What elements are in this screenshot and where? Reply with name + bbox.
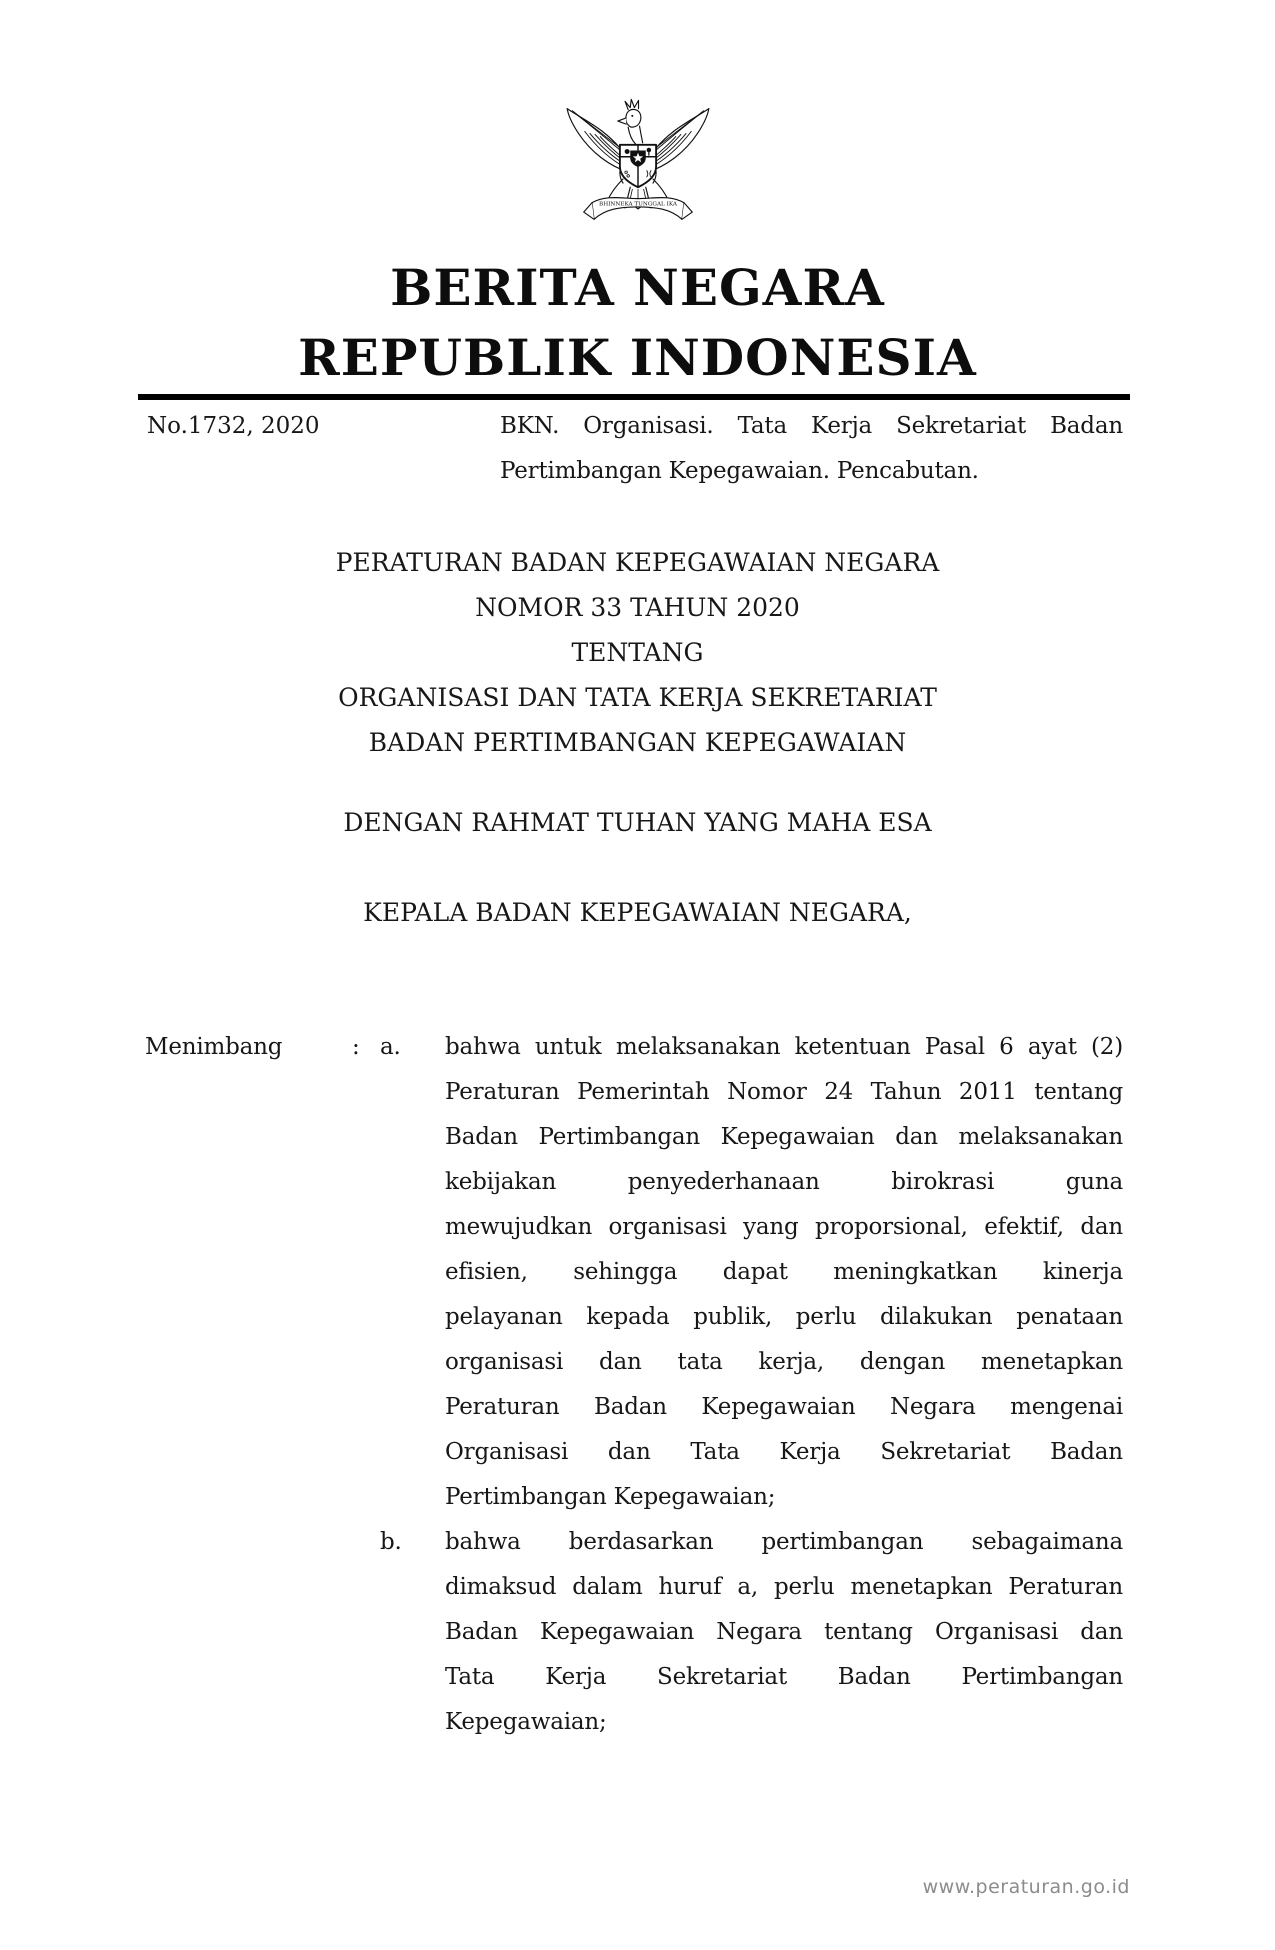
masthead-rule (138, 394, 1130, 400)
text-line: Organisasi dan Tata Kerja Sekretariat Badan (445, 1439, 1123, 1465)
emblem-motto: BHINNEKA TUNGGAL IKA (598, 201, 677, 208)
regulation-subject-line-1: ORGANISASI DAN TATA KERJA SEKRETARIAT (338, 683, 937, 712)
gazette-subject (500, 404, 1123, 494)
enacting-official-line: KEPALA BADAN KEPEGAWAIAN NEGARA, (363, 898, 912, 927)
regulation-number-line: NOMOR 33 TAHUN 2020 (475, 593, 800, 622)
text-line: BKN. Organisasi. Tata Kerja Sekretariat Badan (500, 413, 1123, 439)
tentang-label: TENTANG (571, 638, 704, 667)
considering-items (380, 1025, 1123, 1745)
masthead-line-1: BERITA NEGARA (390, 258, 885, 317)
considering-item-b (380, 1520, 1123, 1745)
garuda-pancasila-emblem (563, 98, 713, 262)
item-marker: a. (380, 1034, 401, 1060)
text-line: Pertimbangan Kepegawaian; (445, 1484, 776, 1510)
regulation-subject-line-2: BADAN PERTIMBANGAN KEPEGAWAIAN (368, 728, 907, 757)
regulation-title-line: PERATURAN BADAN KEPEGAWAIAN NEGARA (335, 548, 940, 577)
text-line: organisasi dan tata kerja, dengan menetapkan (445, 1349, 1123, 1375)
considering-item-a (380, 1025, 1123, 1520)
text-line: efisien, sehingga dapat meningkatkan kinerja (445, 1259, 1123, 1285)
text-line: bahwa berdasarkan pertimbangan sebagaimana (445, 1529, 1123, 1555)
text-line: bahwa untuk melaksanakan ketentuan Pasal 6 ayat (2) (445, 1034, 1123, 1060)
text-line: Badan Pertimbangan Kepegawaian dan melaksanakan (445, 1124, 1123, 1150)
considering-section (145, 1025, 1123, 1745)
text-line: pelayanan kepada publik, perlu dilakukan penataan (445, 1304, 1123, 1330)
text-line: Tata Kerja Sekretariat Badan Pertimbangan (445, 1664, 1123, 1690)
text-line: dimaksud dalam huruf a, perlu menetapkan Peraturan (445, 1574, 1123, 1600)
text-line: kebijakan penyederhanaan birokrasi guna (445, 1169, 1123, 1195)
text-line: Kepegawaian; (445, 1709, 607, 1735)
item-text (445, 1520, 1123, 1745)
masthead (0, 253, 1275, 393)
text-line: Peraturan Badan Kepegawaian Negara mengenai (445, 1394, 1123, 1420)
website-watermark: www.peraturan.go.id (922, 1876, 1130, 1898)
text-line: mewujudkan organisasi yang proporsional, efektif, dan (445, 1214, 1123, 1240)
text-line: Badan Kepegawaian Negara tentang Organisasi dan (445, 1619, 1123, 1645)
text-line: Pertimbangan Kepegawaian. Pencabutan. (500, 458, 979, 484)
considering-label: Menimbang (145, 1034, 283, 1060)
garuda-emblem-icon (563, 98, 713, 262)
gazette-number: No.1732, 2020 (147, 413, 320, 439)
considering-separator: : (352, 1034, 360, 1060)
invocation-line: DENGAN RAHMAT TUHAN YANG MAHA ESA (343, 808, 932, 837)
masthead-line-2: REPUBLIK INDONESIA (298, 328, 977, 387)
regulation-title-block (0, 540, 1275, 765)
item-marker: b. (380, 1529, 402, 1555)
text-line: Peraturan Pemerintah Nomor 24 Tahun 2011 tentang (445, 1079, 1123, 1105)
item-text (445, 1025, 1123, 1520)
